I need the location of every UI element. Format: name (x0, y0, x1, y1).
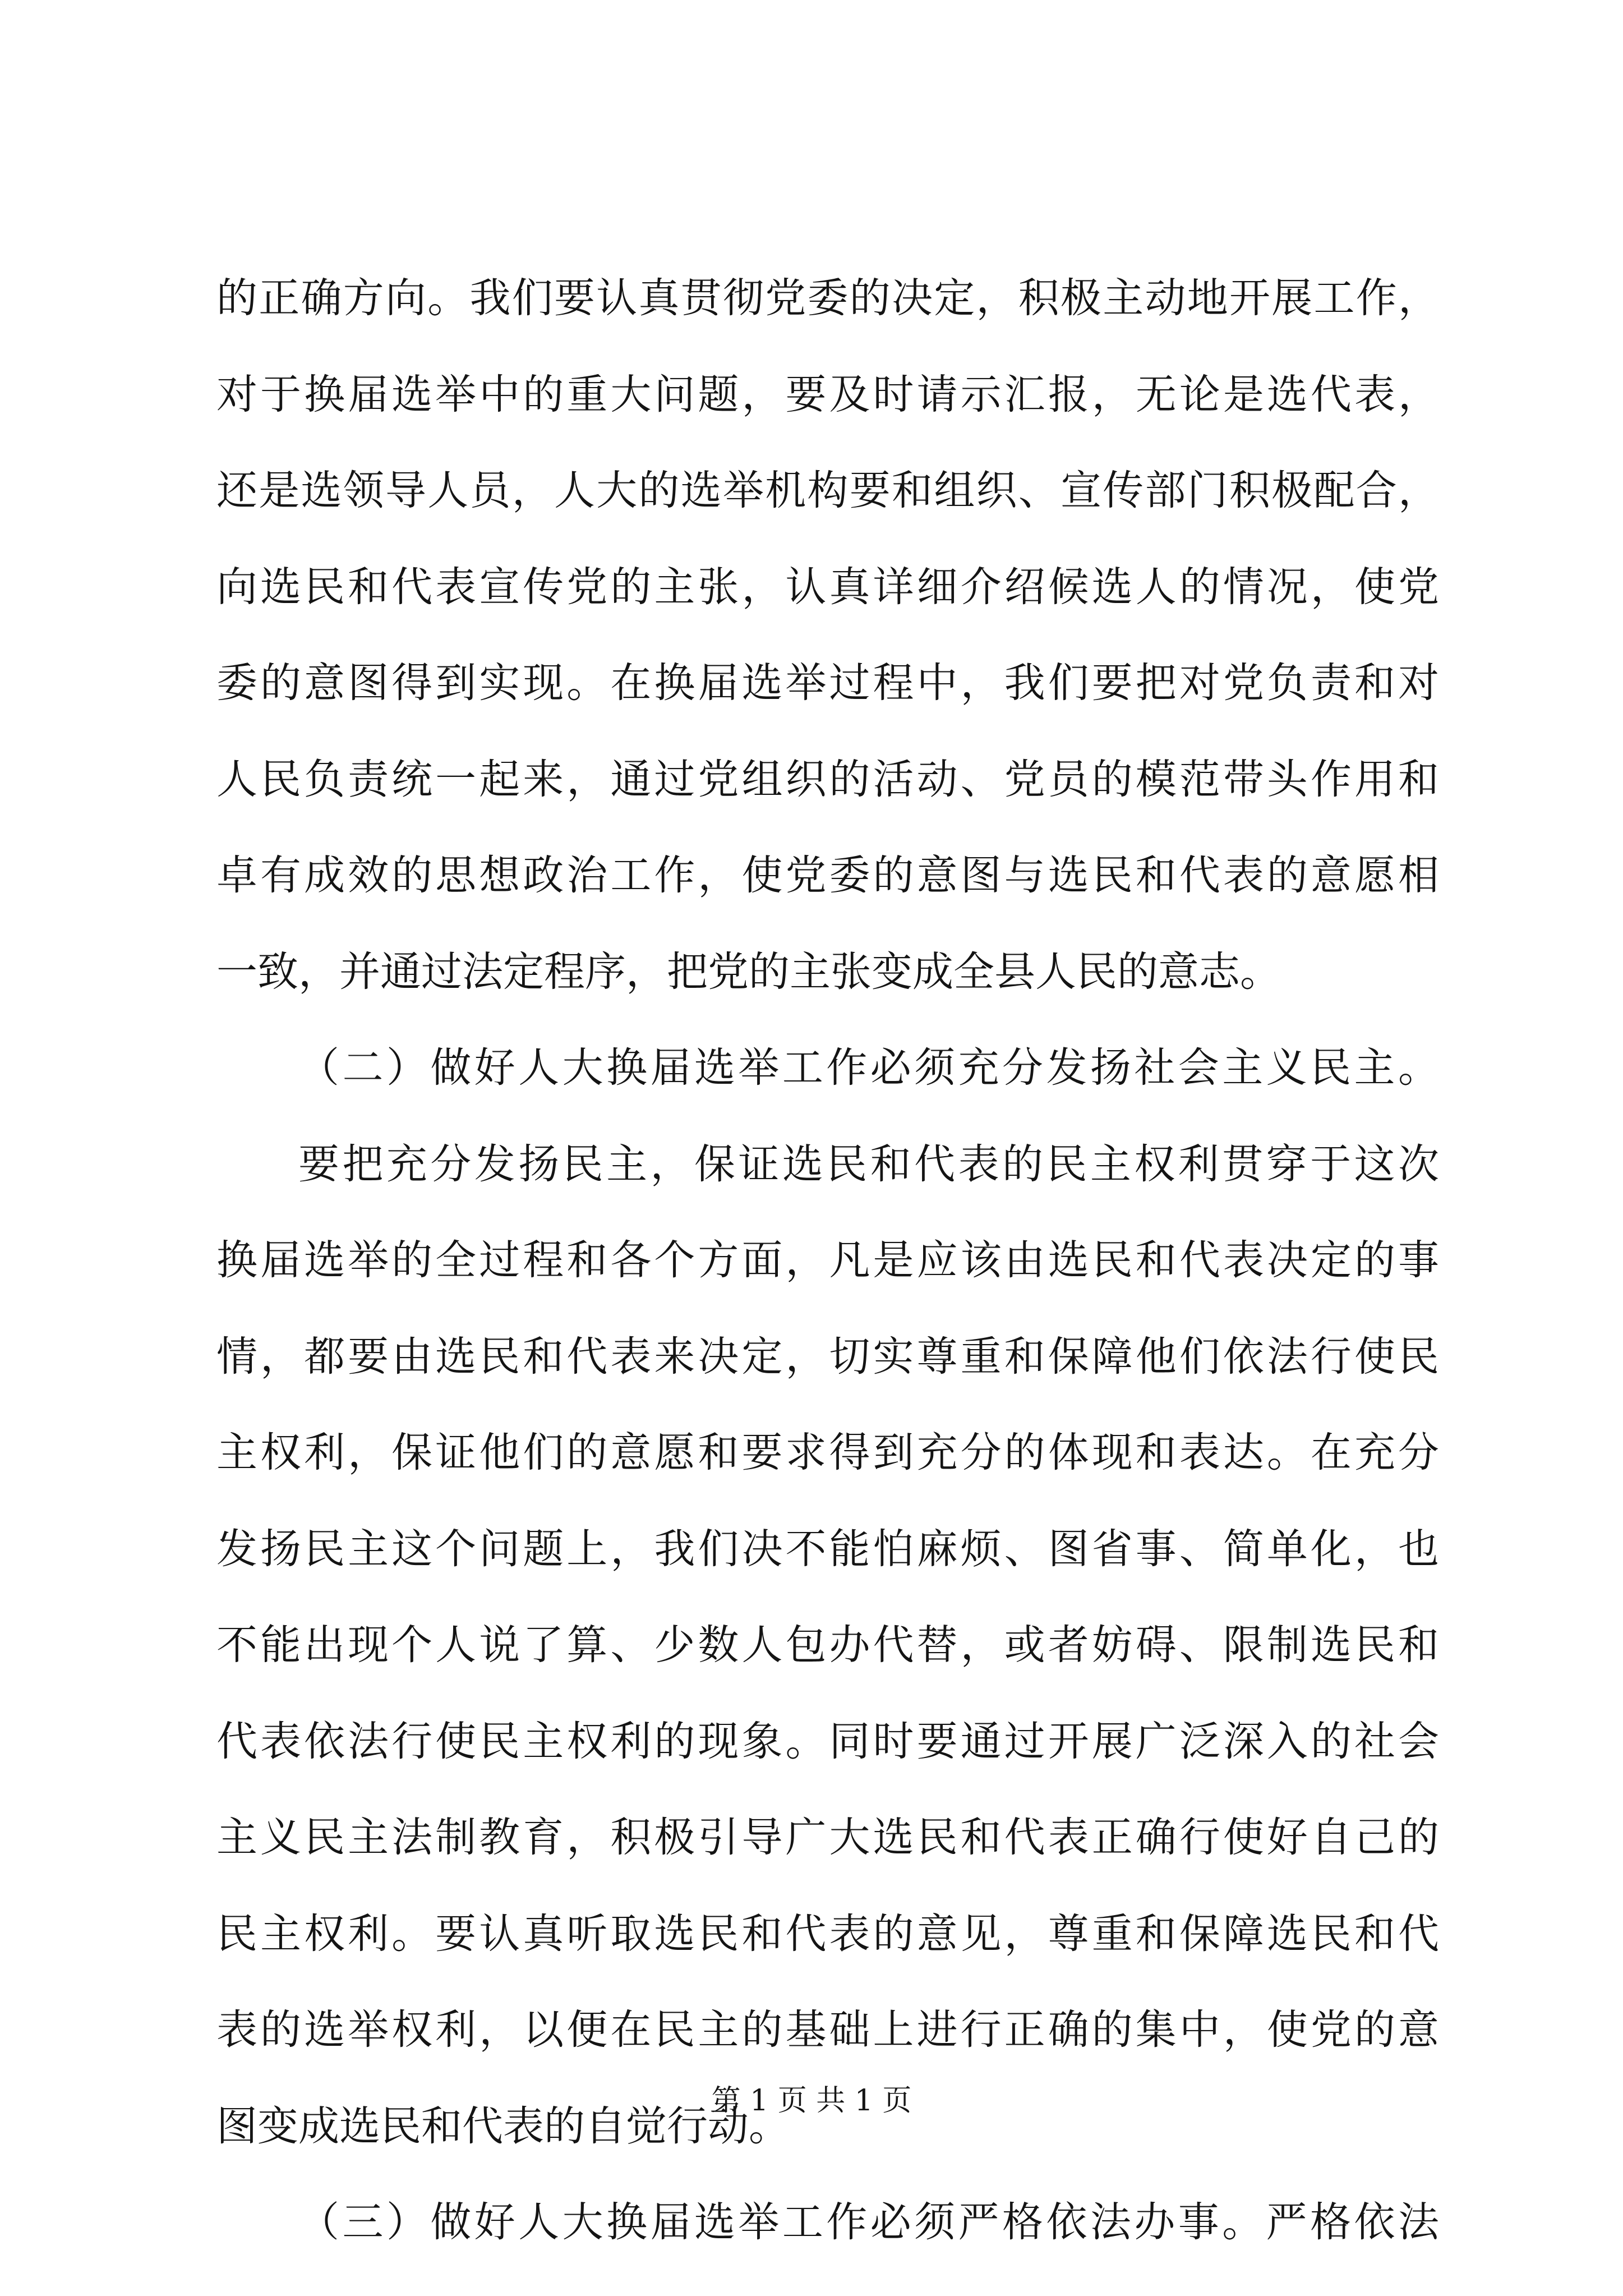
text-line: 的正确方向。我们要认真贯彻党委的决定，积极主动地开展工作， (216, 274, 1439, 322)
text-line: 发扬民主这个问题上，我们决不能怕麻烦、图省事、简单化，也 (216, 1525, 1439, 1573)
page-number-label: 第 1 页 共 1 页 (711, 2084, 912, 2118)
text-line: 要把充分发扬民主，保证选民和代表的民主权利贯穿于这次 (298, 1140, 1439, 1188)
text-line: 还是选领导人员，人大的选举机构要和组织、宣传部门积极配合， (216, 467, 1439, 514)
text-line: 人民负责统一起来，通过党组织的活动、党员的模范带头作用和 (216, 755, 1439, 803)
text-line: 换届选举的全过程和各个方面，凡是应该由选民和代表决定的事 (216, 1236, 1439, 1284)
text-line: 主义民主法制教育，积极引导广大选民和代表正确行使好自己的 (216, 1814, 1439, 1861)
text-line: 一致，并通过法定程序，把党的主张变成全县人民的意志。 (216, 947, 1281, 996)
text-line: 民主权利。要认真听取选民和代表的意见，尊重和保障选民和代 (216, 1910, 1439, 1958)
section-heading-2: （二）做好人大换届选举工作必须充分发扬社会主义民主。 (298, 1044, 1439, 1092)
page-footer (0, 2078, 1623, 2123)
text-line: 向选民和代表宣传党的主张，认真详细介绍候选人的情况，使党 (216, 563, 1439, 611)
text-line: 表的选举权利，以便在民主的基础上进行正确的集中，使党的意 (216, 2006, 1439, 2054)
text-line: 情，都要由选民和代表来决定，切实尊重和保障他们依法行使民 (216, 1332, 1439, 1381)
text-line: 主权利，保证他们的意愿和要求得到充分的体现和表达。在充分 (216, 1429, 1439, 1476)
text-line: 图变成选民和代表的自觉行动。 (216, 2102, 790, 2150)
text-line: 代表依法行使民主权利的现象。同时要通过开展广泛深入的社会 (216, 1717, 1439, 1765)
text-line: 对于换届选举中的重大问题，要及时请示汇报，无论是选代表， (216, 370, 1439, 418)
text-line: 不能出现个人说了算、少数人包办代替，或者妨碍、限制选民和 (216, 1621, 1439, 1669)
section-heading-3: （三）做好人大换届选举工作必须严格依法办事。严格依法 (298, 2198, 1439, 2246)
text-line: 委的意图得到实现。在换届选举过程中，我们要把对党负责和对 (216, 659, 1439, 707)
text-line: 卓有成效的思想政治工作，使党委的意图与选民和代表的意愿相 (216, 852, 1439, 899)
document-body (216, 250, 1439, 2271)
